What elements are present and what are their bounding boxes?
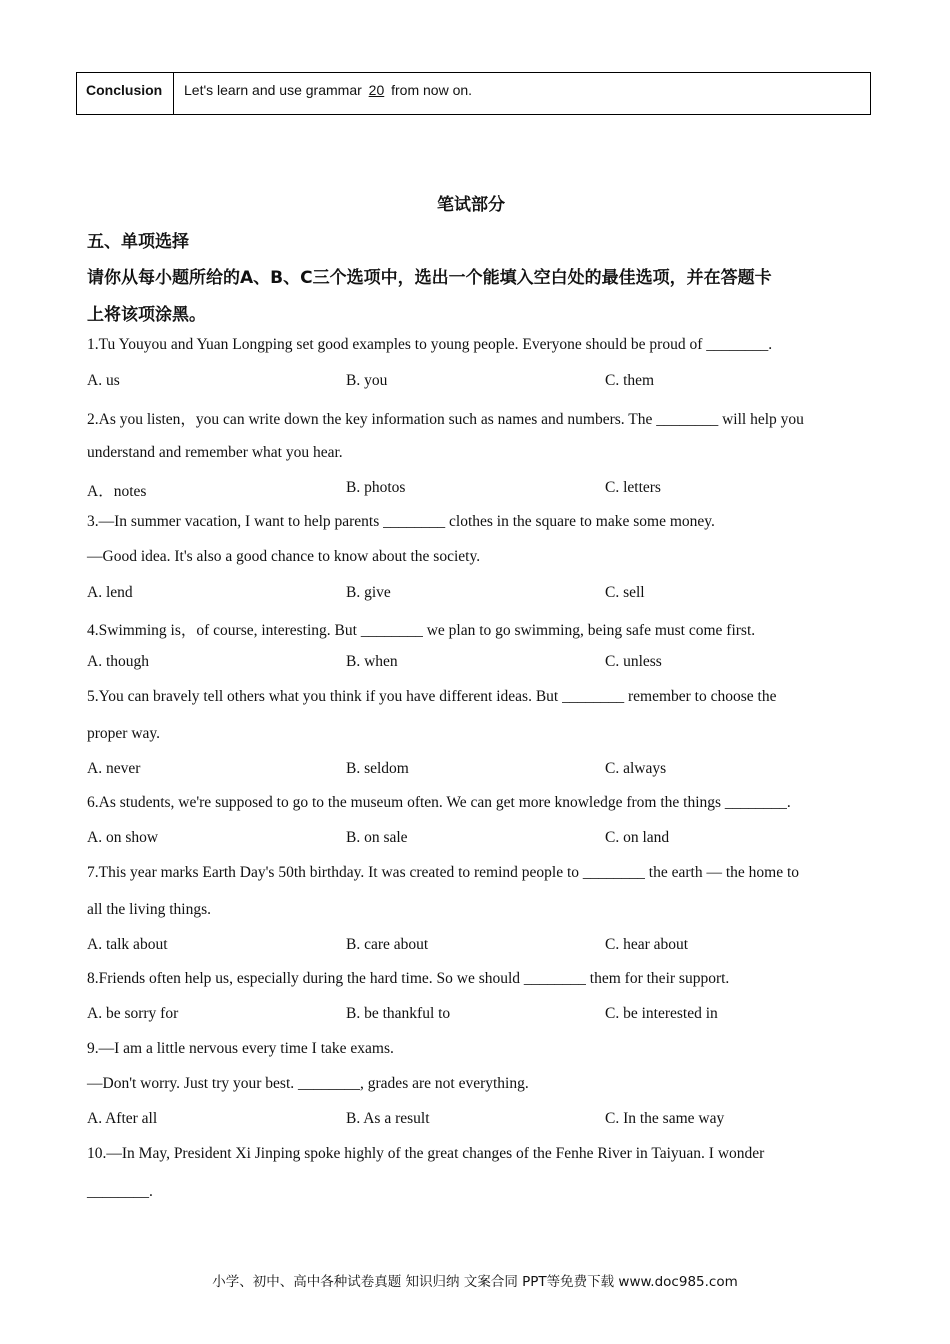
table-text-after: from now on. bbox=[391, 82, 473, 98]
question-1-option-c: C. them bbox=[605, 372, 655, 389]
question-9-line-2: —Don't worry. Just try your best. ________, grades are not everything. bbox=[87, 1075, 529, 1092]
question-2-option-c: C. letters bbox=[605, 479, 661, 496]
question-1-option-a: A. us bbox=[87, 372, 120, 389]
page-footer: 小学、初中、高中各种试卷真题 知识归纳 文案合同 PPT等免费下载 www.doc985.com bbox=[212, 1274, 738, 1290]
question-4-option-b: B. when bbox=[346, 653, 398, 670]
question-10-line-2: ________. bbox=[87, 1183, 153, 1200]
question-2-option-a: A．notes bbox=[87, 483, 147, 500]
question-9-option-c: C. In the same way bbox=[605, 1110, 725, 1127]
question-5-option-c: C. always bbox=[605, 760, 667, 777]
question-5-option-a: A. never bbox=[87, 760, 141, 777]
question-4-option-c: C. unless bbox=[605, 653, 662, 670]
question-6-option-b: B. on sale bbox=[346, 829, 408, 846]
question-5-line-2: proper way. bbox=[87, 725, 161, 742]
question-3-option-a: A. lend bbox=[87, 584, 133, 601]
question-2-line-1: 2.As you listen，you can write down the key information such as names and numbers. The ________ will help you bbox=[87, 411, 804, 428]
question-3-option-b: B. give bbox=[346, 584, 391, 601]
question-7-option-b: B. care about bbox=[346, 936, 429, 953]
question-6-option-c: C. on land bbox=[605, 829, 670, 846]
question-9-option-a: A. After all bbox=[87, 1110, 158, 1127]
question-1-option-b: B. you bbox=[346, 372, 388, 389]
question-5-option-b: B. seldom bbox=[346, 760, 409, 777]
question-4-line-1: 4.Swimming is，of course, interesting. But ________ we plan to go swimming, being safe must come first. bbox=[87, 622, 756, 639]
question-6-option-a: A. on show bbox=[87, 829, 159, 846]
question-10-line-1: 10.—In May, President Xi Jinping spoke highly of the great changes of the Fenhe River in Taiyuan. I wonder bbox=[87, 1145, 765, 1162]
question-9-line-1: 9.—I am a little nervous every time I take exams. bbox=[87, 1040, 394, 1057]
question-7-line-1: 7.This year marks Earth Day's 50th birthday. It was created to remind people to ________ the earth — the home to bbox=[87, 864, 800, 881]
question-4-option-a: A. though bbox=[87, 653, 149, 670]
question-8-option-b: B. be thankful to bbox=[346, 1005, 451, 1022]
question-6-line-1: 6.As students, we're supposed to go to the museum often. We can get more knowledge from the things ________. bbox=[87, 794, 791, 811]
question-2-option-b: B. photos bbox=[346, 479, 406, 496]
question-8-option-a: A. be sorry for bbox=[87, 1005, 179, 1022]
question-3-line-1: 3.—In summer vacation, I want to help parents ________ clothes in the square to make some money. bbox=[87, 513, 715, 530]
question-5-line-1: 5.You can bravely tell others what you think if you have different ideas. But ________ remember to choose the bbox=[87, 688, 777, 705]
question-2-line-2: understand and remember what you hear. bbox=[87, 444, 343, 461]
question-8-option-c: C. be interested in bbox=[605, 1005, 718, 1022]
question-1-line-1: 1.Tu Youyou and Yuan Longping set good examples to young people. Everyone should be proud of ________. bbox=[87, 336, 773, 353]
sub-title: 五、单项选择 bbox=[87, 232, 189, 252]
table-label: Conclusion bbox=[77, 73, 174, 114]
question-8-line-1: 8.Friends often help us, especially during the hard time. So we should ________ them for their support. bbox=[87, 970, 730, 987]
instruction-line-1: 请你从每小题所给的A、B、C三个选项中，选出一个能填入空白处的最佳选项，并在答题卡 bbox=[87, 268, 772, 288]
question-7-option-c: C. hear about bbox=[605, 936, 689, 953]
table-text-before: Let's learn and use grammar bbox=[184, 82, 362, 98]
question-9-option-b: B. As a result bbox=[346, 1110, 430, 1127]
instruction-line-2: 上将该项涂黑。 bbox=[87, 305, 206, 325]
question-7-option-a: A. talk about bbox=[87, 936, 168, 953]
question-7-line-2: all the living things. bbox=[87, 901, 211, 918]
conclusion-table bbox=[76, 72, 871, 115]
section-title: 笔试部分 bbox=[437, 195, 505, 215]
question-3-option-c: C. sell bbox=[605, 584, 645, 601]
table-content bbox=[174, 73, 870, 114]
table-blank-number: 20 bbox=[368, 82, 385, 98]
question-3-line-2: —Good idea. It's also a good chance to know about the society. bbox=[87, 548, 481, 565]
